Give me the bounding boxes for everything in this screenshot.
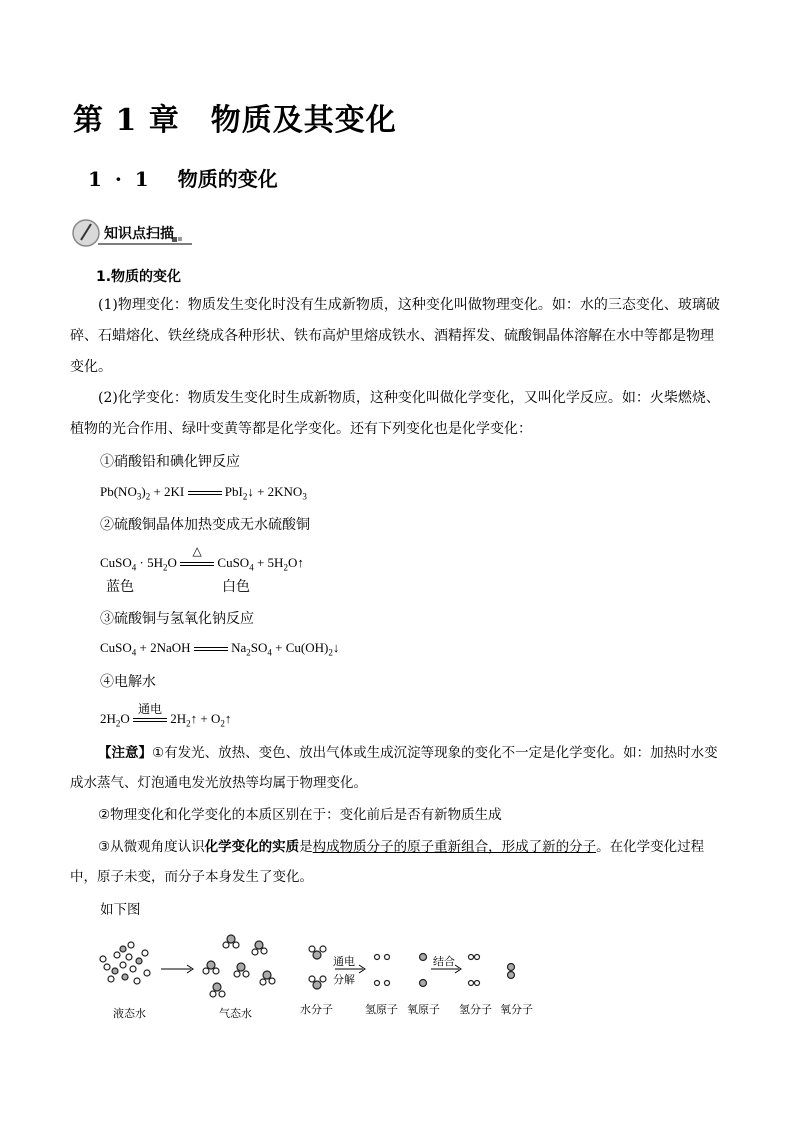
label-water-molecule: 水分子 [300, 1003, 333, 1016]
note-title: 【注意】 [98, 745, 152, 761]
label-oxygen-atom: 氧原子 [407, 1003, 440, 1016]
figure-intro: 如下图 [100, 902, 141, 918]
note-2: ②物理变化和化学变化的本质区别在于：变化前后是否有新物质生成 [98, 807, 502, 823]
chapter-title: 第 1 章 物质及其变化 [73, 103, 397, 138]
reaction4-equation: $2H_2O$ 通电 $2H_2↑$ + $O_2↑$ [100, 702, 232, 729]
reaction1-label: ①硝酸铅和碘化钾反应 [100, 454, 240, 470]
step1-top-label: 通电 [333, 955, 355, 968]
para-physical-change: (1)物理变化：物质发生变化时没有生成新物质，这种变化叫做物理变化。如：水的三态变化、玻璃破碎、石蜡熔化、铁丝绕成各种形状、铁布高炉里熔成铁水、酒精挥发、硫酸铜晶体溶解在水中等都是物理变化。 [70, 297, 720, 375]
electric-condition: 通电 [138, 702, 163, 717]
note-3 [70, 832, 722, 892]
label-oxygen-molecule: 氧分子 [500, 1003, 533, 1016]
reaction1-equation: $Pb(NO_3)_2 + 2KI$ PbI$_2$↓ + $2KNO_3$ [100, 484, 307, 502]
hydrogen-molecules [469, 955, 480, 986]
molecule-diagram [95, 925, 545, 1005]
reaction2-left-color: 蓝色 [106, 579, 134, 595]
heading-physical-chemical-change: 1.物质的变化 [96, 269, 182, 285]
para-chemical-change: (2)化学变化：物质发生变化时生成新物质，这种变化叫做化学变化，又叫化学反应。如：火柴燃烧、植物的光合作用、绿叶变黄等都是化学变化。还有下列变化也是化学变化： [70, 390, 720, 437]
note-1-text: ①有发光、放热、变色、放出气体或生成沉淀等现象的变化不一定是化学变化。如：加热时水变成水蒸气、灯泡通电发光放热等均属于物理变化。 [70, 745, 718, 791]
reaction3-label: ③硫酸铜与氢氧化钠反应 [100, 611, 254, 627]
reaction2-equation: CuSO$_4$ · $5H_2O$ △ CuSO$_4$ + $5H_2O↑$ [100, 544, 304, 573]
label-gas-water: 气态水 [219, 1007, 252, 1020]
note-3-part-a: ③从微观角度认识 [98, 839, 205, 855]
step1-bottom-label: 分解 [333, 973, 355, 986]
section-heading [88, 163, 278, 192]
section-title: 物质的变化 [177, 167, 278, 191]
heat-condition: △ [192, 544, 202, 559]
reaction2-label: ②硫酸铜晶体加热变成无水硫酸铜 [100, 517, 310, 533]
section-number: 1 · 1 [88, 167, 152, 191]
knowledge-badge [72, 218, 194, 248]
gas-water-molecules [203, 935, 275, 997]
label-hydrogen-molecule: 氢分子 [459, 1003, 492, 1016]
note-3-part-e: 。在化学变化过程中，原子未变，而分子本身发生了变化。 [70, 839, 705, 885]
oxygen-atoms [420, 954, 427, 987]
liquid-water-molecules [100, 942, 150, 984]
oxygen-molecule [508, 964, 515, 979]
hydrogen-atoms [375, 955, 390, 986]
badge-label: 知识点扫描 [104, 226, 174, 242]
molecule-figure [95, 925, 545, 1020]
water-molecules [309, 946, 326, 989]
note-1 [70, 738, 722, 798]
label-liquid-water: 液态水 [113, 1007, 146, 1020]
note-3-emphasis: 化学变化的实质 [204, 839, 300, 855]
label-hydrogen-atom: 氢原子 [365, 1003, 398, 1016]
note-3-part-c: 是 [299, 839, 313, 855]
reaction4-label: ④电解水 [100, 674, 156, 690]
step2-label: 结合 [433, 955, 455, 968]
note-3-underlined: 构成物质分子的原子重新组合，形成了新的分子 [312, 839, 597, 855]
reaction3-equation: CuSO$_4$ + 2NaOH $Na_2SO_4$ + $Cu(OH)_2↓$ [100, 640, 340, 658]
reaction2-right-color: 白色 [222, 579, 250, 595]
